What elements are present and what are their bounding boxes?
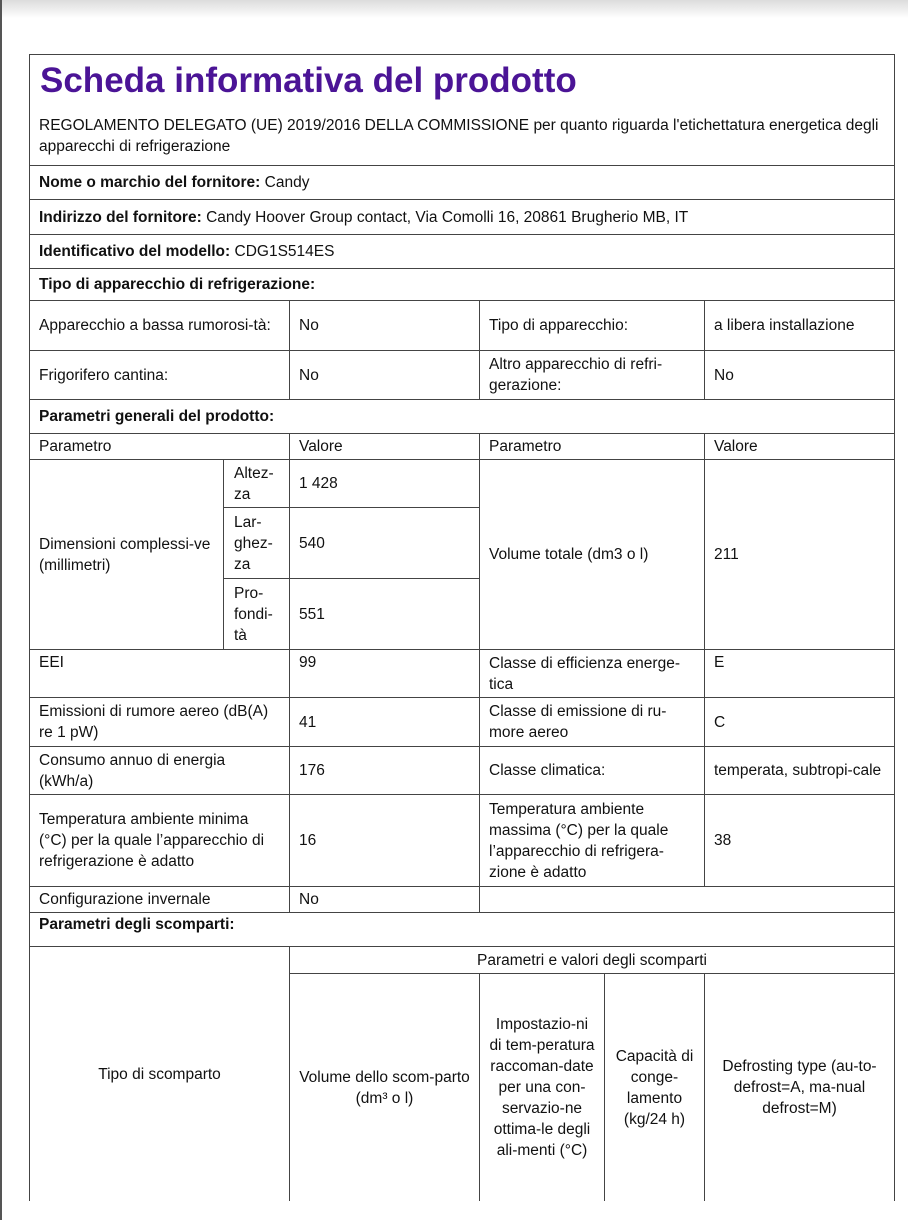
- other-appliance-value: No: [714, 366, 734, 384]
- page-title: Scheda informativa del prodotto: [40, 61, 577, 100]
- max-temp-label: Temperatura ambiente massima (°C) per la quale l’apparecchio di refrigera-zione è adatto: [489, 800, 669, 881]
- regulation-text: REGOLAMENTO DELEGATO (UE) 2019/2016 DELLA COMMISSIONE per quanto riguarda l'etichettatura energetica degli apparecchi di refrigerazione: [39, 117, 879, 155]
- col-header-param-1: Parametro: [39, 438, 112, 455]
- appliance-type-label: Tipo di apparecchio:: [489, 317, 629, 334]
- compartment-volume-header: Volume dello scom-parto (dm³ o l): [299, 1068, 470, 1107]
- low-noise-value: No: [299, 317, 319, 334]
- noise-emissions-label: Emissioni di rumore aereo (dB(A) re 1 pW): [39, 703, 269, 741]
- total-volume-label: Volume totale (dm3 o l): [489, 546, 649, 563]
- appliance-type-value: a libera installazione: [714, 317, 855, 334]
- col-header-param-2: Parametro: [489, 438, 562, 455]
- compartment-group-header: Parametri e valori degli scomparti: [476, 951, 707, 969]
- product-information-sheet: [29, 54, 895, 1201]
- noise-class-value: C: [714, 713, 726, 731]
- eei-value: 99: [299, 654, 317, 671]
- low-noise-label: Apparecchio a bassa rumorosi-tà:: [39, 317, 271, 334]
- energy-class-label: Classe di efficienza energe-tica: [489, 654, 680, 693]
- compartment-type-header: Tipo di scomparto: [98, 1065, 221, 1083]
- climate-class-value: temperata, subtropi-cale: [714, 762, 882, 779]
- dimensions-label: Dimensioni complessi-ve (millimetri): [39, 535, 211, 574]
- model-row: [30, 235, 894, 268]
- supplier-value: Candy: [264, 174, 310, 191]
- window-top-shadow: [0, 0, 908, 18]
- wine-cooler-label: Frigorifero cantina:: [39, 366, 169, 384]
- climate-class-label: Classe climatica:: [489, 762, 606, 779]
- supplier-label: Nome o marchio del fornitore:: [39, 174, 261, 191]
- winter-config-label: Configurazione invernale: [39, 891, 211, 908]
- noise-emissions-value: 41: [299, 713, 317, 731]
- address-label: Indirizzo del fornitore:: [39, 208, 202, 226]
- width-label: Lar-ghez-za: [234, 513, 273, 573]
- width-value: 540: [299, 534, 325, 552]
- total-volume-value: 211: [714, 546, 739, 563]
- model-label: Identificativo del modello:: [39, 243, 231, 260]
- max-temp-value: 38: [714, 832, 732, 849]
- height-value: 1 428: [299, 475, 338, 492]
- annual-energy-label: Consumo annuo di energia (kWh/a): [39, 751, 226, 790]
- min-temp-value: 16: [299, 832, 317, 849]
- winter-config-value: No: [299, 891, 319, 908]
- model-value: CDG1S514ES: [234, 243, 335, 260]
- temperature-setting-header: Impostazio-ni di tem-peratura raccoman-date per una con-servazio-ne ottima-le degli ali-menti (°C): [489, 1016, 595, 1159]
- depth-label: Pro-fondi-tà: [234, 584, 273, 644]
- address-row: [30, 200, 894, 234]
- eei-label: EEI: [39, 654, 64, 671]
- annual-energy-value: 176: [299, 762, 325, 779]
- wine-cooler-value: No: [299, 366, 319, 384]
- height-label: Altez-za: [234, 464, 274, 503]
- noise-class-label: Classe di emissione di ru-more aereo: [489, 703, 667, 741]
- appliance-type-header: Tipo di apparecchio di refrigerazione:: [39, 276, 316, 293]
- min-temp-label: Temperatura ambiente minima (°C) per la quale l’apparecchio di refrigerazione è adatto: [39, 811, 265, 870]
- depth-value: 551: [299, 605, 325, 623]
- supplier-row: [30, 166, 894, 199]
- general-params-header: Parametri generali del prodotto:: [39, 408, 275, 425]
- defrosting-type-header: Defrosting type (au-to-defrost=A, ma-nual defrost=M): [722, 1058, 877, 1117]
- other-appliance-label: Altro apparecchio di refri-gerazione:: [489, 356, 663, 394]
- col-header-value-2: Valore: [714, 438, 758, 455]
- address-value: Candy Hoover Group contact, Via Comolli 16, 20861 Brugherio MB, IT: [206, 208, 689, 226]
- col-header-value-1: Valore: [299, 438, 343, 455]
- energy-class-value: E: [714, 654, 725, 671]
- page-left-border: [0, 0, 2, 1220]
- freezing-capacity-header: Capacità di conge-lamento (kg/24 h): [615, 1047, 694, 1128]
- compartments-header: Parametri degli scomparti:: [39, 916, 235, 933]
